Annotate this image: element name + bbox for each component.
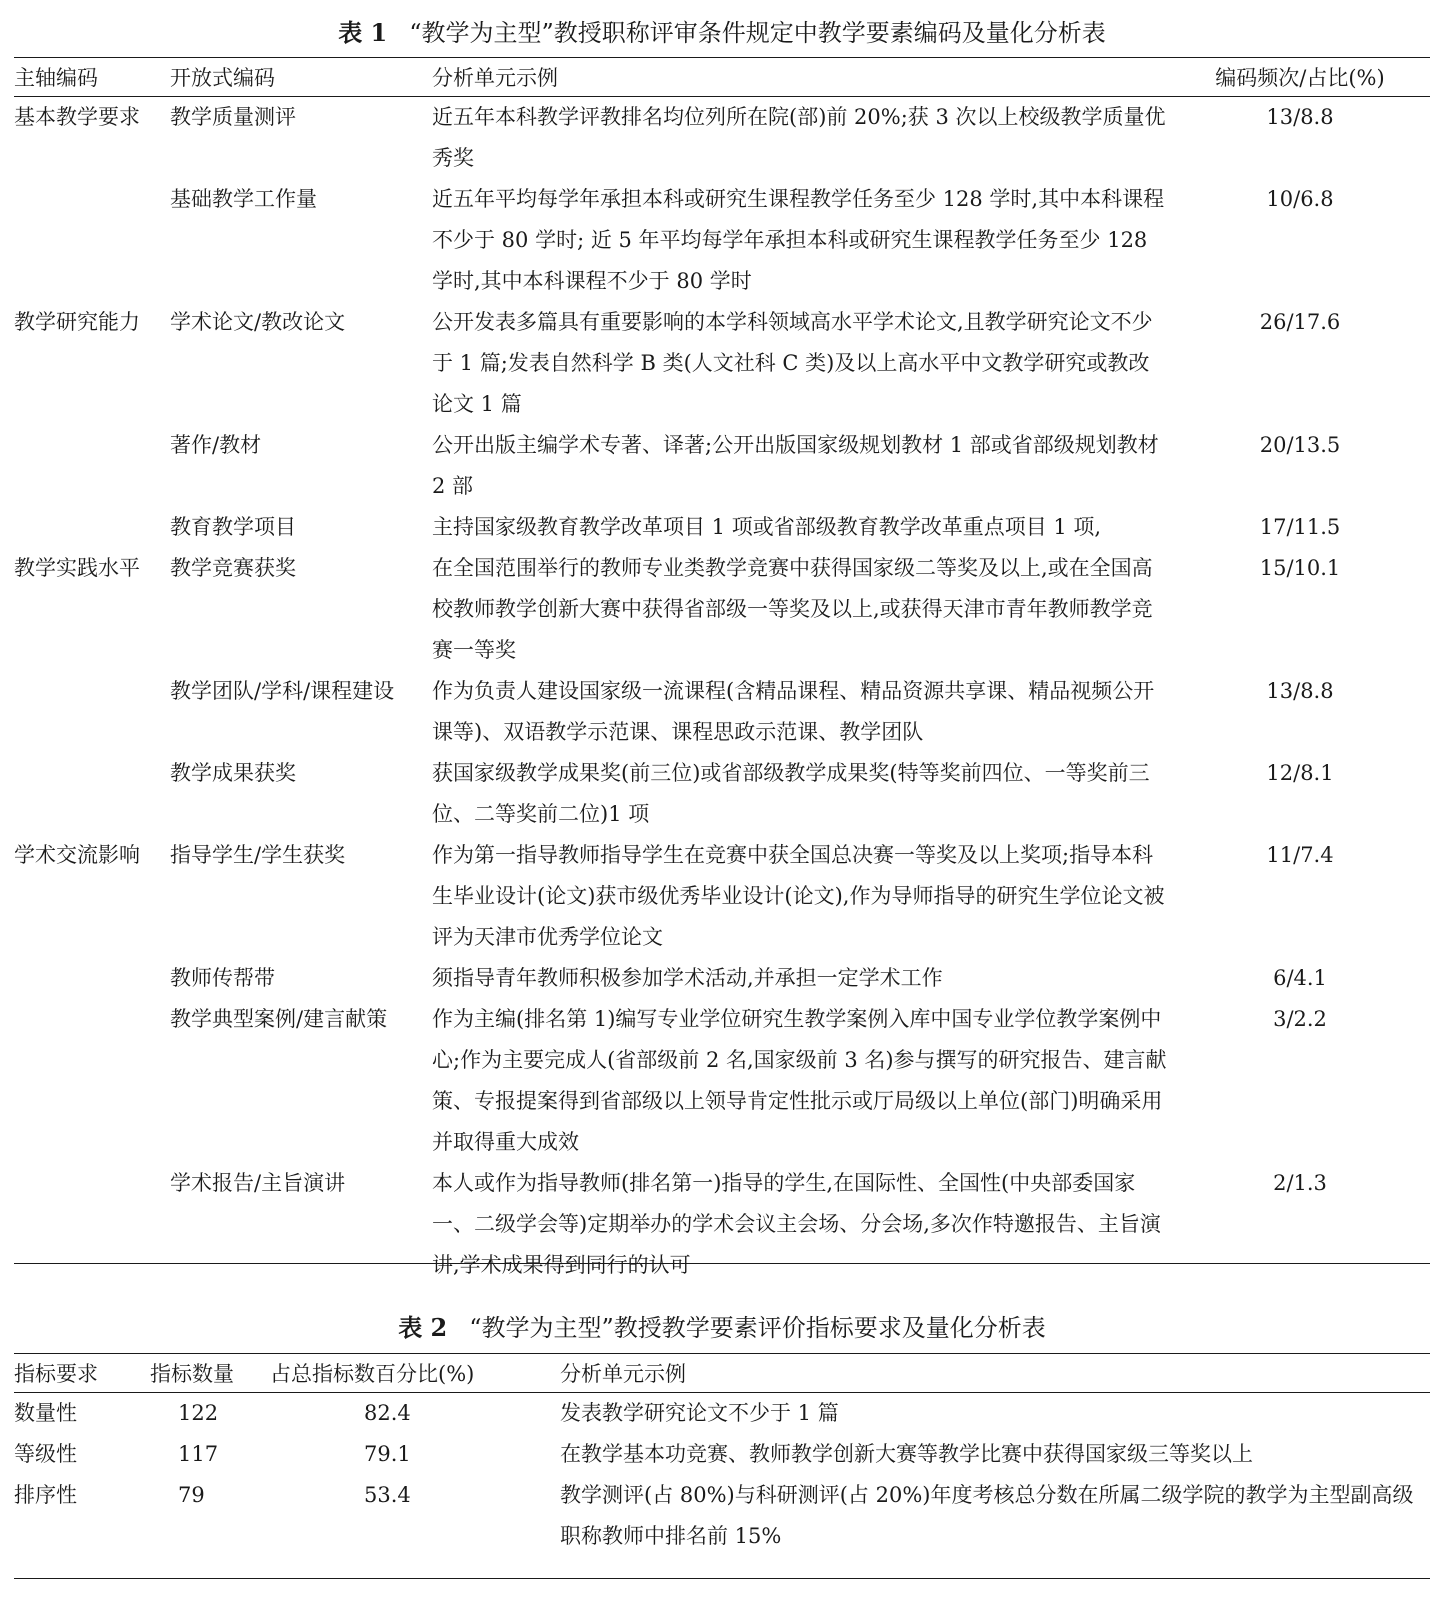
table2-req-cell: 数量性: [14, 1401, 77, 1425]
table1-row: [14, 671, 1430, 753]
table2-header-req: 指标要求: [14, 1362, 98, 1386]
table1-axis-cell: [14, 999, 170, 1163]
table2-count-cell: 117: [178, 1442, 219, 1466]
table1-open-cell: 教学质量测评: [170, 105, 296, 129]
table1-freq-cell: 20/13.5: [1259, 433, 1341, 457]
table1-axis-cell: [14, 425, 170, 507]
table1-axis-cell: 教学研究能力: [14, 310, 140, 334]
table2: [14, 1355, 1430, 1557]
table1-open-cell: 教学竞赛获奖: [170, 556, 296, 580]
table1-number: 表 1: [338, 18, 388, 47]
table2-header-pct: 占总指标数百分比(%): [270, 1362, 475, 1386]
table1-row: [14, 1163, 1430, 1286]
table1-title: “教学为主型”教授职称评审条件规定中教学要素编码及量化分析表: [409, 19, 1106, 47]
table1-example-cell: 在全国范围举行的教师专业类教学竞赛中获得国家级二等奖及以上,或在全国高校教师教学创新大赛中获得省部级一等奖及以上,或获得天津市青年教师教学竞赛一等奖: [432, 556, 1153, 662]
table1-axis-cell: [14, 507, 170, 548]
table1-example-cell: 作为主编(排名第 1)编写专业学位研究生教学案例入库中国专业学位教学案例中心;作为主要完成人(省部级前 2 名,国家级前 3 名)参与撰写的研究报告、建言献策、专报提案得到省部级以上领导肯定性批示或厅局级以上单位(部门)明确采用并取得重大成效: [432, 1007, 1167, 1154]
table1-axis-cell: 教学实践水平: [14, 556, 140, 580]
table1-open-cell: 教学成果获奖: [170, 761, 296, 785]
table1-open-cell: 学术报告/主旨演讲: [170, 1171, 346, 1195]
table1-row: [14, 548, 1430, 671]
table1-example-cell: 近五年本科教学评教排名均位列所在院(部)前 20%;获 3 次以上校级教学质量优秀奖: [432, 105, 1166, 170]
table1-freq-cell: 11/7.4: [1266, 843, 1334, 867]
table2-req-cell: 排序性: [14, 1483, 77, 1507]
table2-pct-cell: 53.4: [364, 1483, 411, 1507]
table1-row: [14, 179, 1430, 302]
table1-example-cell: 本人或作为指导教师(排名第一)指导的学生,在国际性、全国性(中央部委国家一、二级学会等)定期举办的学术会议主会场、分会场,多次作特邀报告、主旨演讲,学术成果得到同行的认可: [432, 1171, 1161, 1277]
table2-title: “教学为主型”教授教学要素评价指标要求及量化分析表: [469, 1314, 1046, 1342]
table1-row: [14, 835, 1430, 958]
table1-body: [14, 97, 1430, 1286]
table1-axis-cell: [14, 753, 170, 835]
table2-bottom-rule: [14, 1578, 1430, 1579]
table1-row: [14, 425, 1430, 507]
table2-header-count: 指标数量: [150, 1362, 234, 1386]
table2-count-cell: 79: [178, 1483, 205, 1507]
table2-header-example: 分析单元示例: [560, 1362, 686, 1386]
table1-example-cell: 近五年平均每学年承担本科或研究生课程教学任务至少 128 学时,其中本科课程不少于 80 学时; 近 5 年平均每学年承担本科或研究生课程教学任务至少 128 学时,其中本科课程不少于 80 学时: [432, 187, 1165, 293]
table2-pct-cell: 82.4: [364, 1401, 411, 1425]
table1-open-cell: 教师传帮带: [170, 966, 275, 990]
table1: [14, 59, 1430, 1286]
table1-open-cell: 著作/教材: [170, 433, 262, 457]
table1-freq-cell: 6/4.1: [1273, 966, 1327, 990]
table1-axis-cell: [14, 179, 170, 302]
table1-axis-cell: [14, 958, 170, 999]
table1-axis-cell: 学术交流影响: [14, 843, 140, 867]
table1-freq-cell: 26/17.6: [1259, 310, 1341, 334]
table2-top-rule: [14, 1353, 1430, 1354]
table2-header-rule: [14, 1392, 1430, 1393]
table1-freq-cell: 17/11.5: [1259, 515, 1341, 539]
table1-example-cell: 公开出版主编学术专著、译著;公开出版国家级规划教材 1 部或省部级规划教材 2 部: [432, 433, 1159, 498]
table1-open-cell: 学术论文/教改论文: [170, 310, 346, 334]
table1-freq-cell: 3/2.2: [1273, 1007, 1327, 1031]
table1-freq-cell: 10/6.8: [1266, 187, 1334, 211]
table1-open-cell: 教育教学项目: [170, 515, 296, 539]
table1-open-cell: 基础教学工作量: [170, 187, 317, 211]
table1-freq-cell: 15/10.1: [1259, 556, 1341, 580]
table2-example-cell: 教学测评(占 80%)与科研测评(占 20%)年度考核总分数在所属二级学院的教学为主型副高级职称教师中排名前 15%: [560, 1483, 1414, 1548]
table1-header-example: 分析单元示例: [432, 66, 558, 90]
table1-freq-cell: 13/8.8: [1266, 679, 1334, 703]
table1-open-cell: 教学团队/学科/课程建设: [170, 679, 395, 703]
table2-number: 表 2: [398, 1313, 448, 1342]
table1-open-cell: 指导学生/学生获奖: [170, 843, 346, 867]
table1-example-cell: 作为负责人建设国家级一流课程(含精品课程、精品资源共享课、精品视频公开课等)、双语教学示范课、课程思政示范课、教学团队: [432, 679, 1155, 744]
table2-example-cell: 发表教学研究论文不少于 1 篇: [560, 1401, 839, 1425]
table1-row: [14, 507, 1430, 548]
table2-pct-cell: 79.1: [364, 1442, 411, 1466]
table1-freq-cell: 2/1.3: [1273, 1171, 1327, 1195]
table2-row: [14, 1475, 1430, 1557]
table1-example-cell: 公开发表多篇具有重要影响的本学科领域高水平学术论文,且教学研究论文不少于 1 篇;发表自然科学 B 类(人文社科 C 类)及以上高水平中文教学研究或教改论文 1 篇: [432, 310, 1153, 416]
table1-header-freq: 编码频次/占比(%): [1215, 66, 1385, 90]
table1-example-cell: 主持国家级教育教学改革项目 1 项或省部级教育教学改革重点项目 1 项,: [432, 515, 1102, 539]
table1-freq-cell: 12/8.1: [1266, 761, 1334, 785]
table2-example-cell: 在教学基本功竞赛、教师教学创新大赛等教学比赛中获得国家级三等奖以上: [560, 1442, 1253, 1466]
table1-top-rule: [14, 57, 1430, 58]
table2-req-cell: 等级性: [14, 1442, 77, 1466]
table1-row: [14, 753, 1430, 835]
table2-count-cell: 122: [178, 1401, 219, 1425]
table2-body: [14, 1393, 1430, 1557]
table1-example-cell: 获国家级教学成果奖(前三位)或省部级教学成果奖(特等奖前四位、一等奖前三位、二等奖前二位)1 项: [432, 761, 1150, 826]
table1-bottom-rule: [14, 1263, 1430, 1264]
table1-row: [14, 958, 1430, 999]
table1-example-cell: 作为第一指导教师指导学生在竞赛中获全国总决赛一等奖及以上奖项;指导本科生毕业设计(论文)获市级优秀毕业设计(论文),作为导师指导的研究生学位论文被评为天津市优秀学位论文: [432, 843, 1165, 949]
table1-row: [14, 97, 1430, 179]
table2-caption: [0, 1313, 1444, 1343]
table1-header-row: [14, 59, 1430, 97]
table1-freq-cell: 13/8.8: [1266, 105, 1334, 129]
table2-row: [14, 1393, 1430, 1434]
table2-row: [14, 1434, 1430, 1475]
table1-row: [14, 999, 1430, 1163]
table1-example-cell: 须指导青年教师积极参加学术活动,并承担一定学术工作: [432, 966, 943, 990]
table2-header-row: [14, 1355, 1430, 1393]
table1-open-cell: 教学典型案例/建言献策: [170, 1007, 388, 1031]
table1-header-open: 开放式编码: [170, 66, 275, 90]
table1-axis-cell: 基本教学要求: [14, 105, 140, 129]
table1-header-axis: 主轴编码: [14, 66, 98, 90]
table1-axis-cell: [14, 671, 170, 753]
table1-header-rule: [14, 96, 1430, 97]
table1-caption: [0, 18, 1444, 48]
table1-row: [14, 302, 1430, 425]
table1-axis-cell: [14, 1163, 170, 1286]
